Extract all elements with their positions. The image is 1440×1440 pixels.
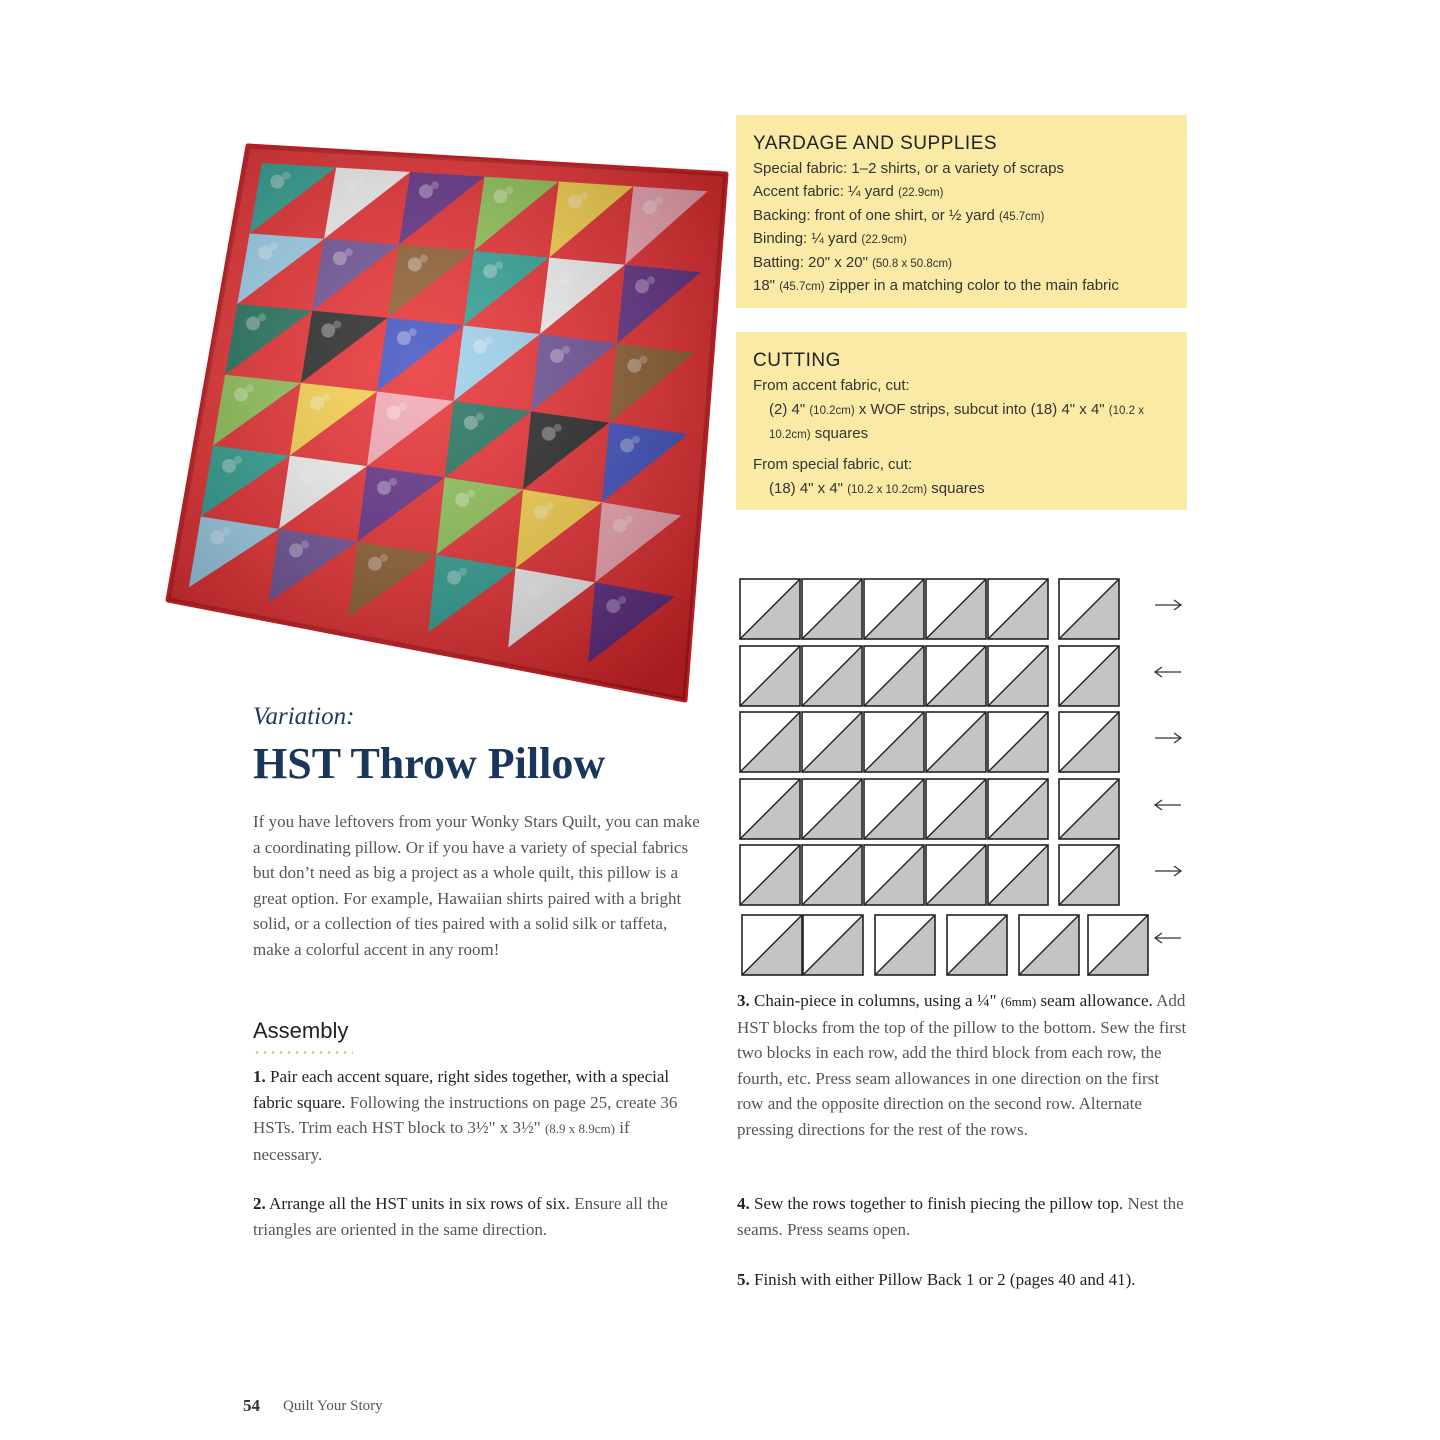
assembly-step-4: 4. Sew the rows together to finish piecing the pillow top. Nest the seams. Press seams open. — [737, 1194, 1184, 1239]
yardage-supplies-box — [736, 115, 1187, 308]
hst-layout-diagram — [735, 572, 1195, 982]
hst-block — [740, 712, 800, 772]
cutting-title: CUTTING — [753, 350, 841, 371]
assembly-heading: Assembly — [253, 1018, 349, 1043]
hst-block — [988, 712, 1048, 772]
yardage-line: Binding: ¼ yard (22.9cm) — [753, 230, 907, 247]
hst-block — [1019, 915, 1079, 975]
hst-block — [988, 579, 1048, 639]
page-number: 54 — [243, 1396, 260, 1415]
page-title: HST Throw Pillow — [253, 739, 606, 788]
arrow-left-icon — [1155, 800, 1181, 810]
hst-block — [864, 779, 924, 839]
cutting-box — [736, 332, 1187, 510]
hst-block — [926, 712, 986, 772]
arrow-left-icon — [1155, 933, 1181, 943]
hst-block — [803, 915, 863, 975]
hst-block — [740, 779, 800, 839]
cutting-accent-line: (2) 4" (10.2cm) x WOF strips, subcut into (18) 4" x 4" (10.2 x — [769, 401, 1144, 418]
assembly-step-5: 5. Finish with either Pillow Back 1 or 2 (pages 40 and 41). — [737, 1270, 1136, 1289]
hst-block — [1059, 845, 1119, 905]
hst-block — [864, 646, 924, 706]
hst-block — [802, 646, 862, 706]
running-title: Quilt Your Story — [283, 1398, 383, 1414]
yardage-title: YARDAGE AND SUPPLIES — [753, 133, 998, 154]
hst-block — [988, 779, 1048, 839]
yardage-line: Special fabric: 1–2 shirts, or a variety of scraps — [753, 160, 1064, 177]
hst-block — [802, 712, 862, 772]
hst-block — [875, 915, 935, 975]
hst-block — [802, 779, 862, 839]
cutting-accent-line-cont: 10.2cm) squares — [769, 425, 869, 442]
hst-block — [802, 845, 862, 905]
assembly-underline — [253, 1051, 353, 1054]
hst-block — [864, 579, 924, 639]
hst-block — [947, 915, 1007, 975]
cutting-special-label: From special fabric, cut: — [753, 456, 913, 473]
assembly-step-3: 3. Chain-piece in columns, using a ¼" (6mm) seam allowance. Add HST blocks from the top of the pillow to the bottom. Sew the first two blocks in each row, add the third block from each row, the fourth, etc. Press seam allowances in one direction on the first row and the opposite direction on the second row. Alternate pressing directions for the rest of the rows. — [737, 991, 1187, 1139]
assembly-step-2: 2. Arrange all the HST units in six rows of six. Ensure all the triangles are oriented in the same direction. — [253, 1194, 668, 1239]
hst-block — [926, 646, 986, 706]
hst-block — [988, 845, 1048, 905]
hst-block — [742, 915, 802, 975]
arrow-right-icon — [1155, 866, 1181, 876]
hst-block — [1059, 779, 1119, 839]
assembly-step-1: 1. Pair each accent square, right sides together, with a special fabric square. Following the instructions on page 25, create 36 HSTs. Trim each HST block to 3½" x 3½" (8.9 x 8.9cm) if necessary. — [253, 1067, 678, 1164]
hst-block — [926, 845, 986, 905]
yardage-line: 18" (45.7cm) zipper in a matching color to the main fabric — [753, 277, 1119, 294]
hst-block — [1059, 646, 1119, 706]
cutting-accent-label: From accent fabric, cut: — [753, 377, 910, 394]
hst-block — [740, 845, 800, 905]
hst-block — [926, 579, 986, 639]
hst-block — [1059, 579, 1119, 639]
intro-paragraph: If you have leftovers from your Wonky Stars Quilt, you can make a coordinating pillow. Or if you have a variety of special fabrics but don’t need as big a project as a whole quilt, this pillow is a great option. For example, Hawaiian shirts paired with a bright solid, or a collection of ties paired with a solid silk or taffeta, make a colorful accent in any room! — [253, 812, 700, 959]
arrow-left-icon — [1155, 667, 1181, 677]
arrow-right-icon — [1155, 600, 1181, 610]
yardage-line: Backing: front of one shirt, or ½ yard (45.7cm) — [753, 207, 1045, 224]
hst-block — [864, 845, 924, 905]
yardage-line: Batting: 20" x 20" (50.8 x 50.8cm) — [753, 254, 952, 271]
yardage-line: Accent fabric: ¼ yard (22.9cm) — [753, 183, 944, 200]
hst-block — [988, 646, 1048, 706]
hst-block — [926, 779, 986, 839]
hst-block — [864, 712, 924, 772]
arrow-right-icon — [1155, 733, 1181, 743]
variation-label: Variation: — [253, 703, 355, 730]
pillow-photo — [160, 138, 735, 708]
hst-block — [740, 579, 800, 639]
hst-block — [1059, 712, 1119, 772]
hst-block — [802, 579, 862, 639]
hst-block — [740, 646, 800, 706]
cutting-special-line: (18) 4" x 4" (10.2 x 10.2cm) squares — [769, 480, 985, 497]
hst-block — [1088, 915, 1148, 975]
